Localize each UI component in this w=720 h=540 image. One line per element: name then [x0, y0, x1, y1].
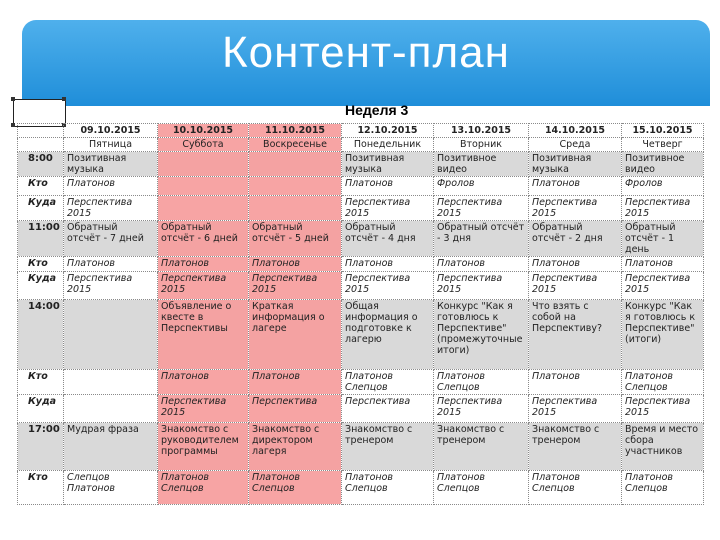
- who-label[interactable]: Кто: [18, 370, 64, 395]
- date-cell[interactable]: 13.10.2015: [434, 124, 529, 138]
- date-cell[interactable]: 14.10.2015: [529, 124, 622, 138]
- who-label[interactable]: Кто: [18, 177, 64, 196]
- plan-cell[interactable]: Платонов: [158, 257, 249, 272]
- plan-cell[interactable]: Перспектива 2015: [434, 272, 529, 300]
- day-cell[interactable]: Понедельник: [342, 138, 434, 152]
- plan-cell[interactable]: Платонов Слепцов: [434, 471, 529, 505]
- plan-cell[interactable]: Платонов: [158, 370, 249, 395]
- plan-cell[interactable]: Фролов: [434, 177, 529, 196]
- plan-cell[interactable]: Платонов Слепцов: [622, 370, 704, 395]
- plan-cell[interactable]: Перспектива 2015: [622, 395, 704, 423]
- where-label[interactable]: Куда: [18, 196, 64, 221]
- plan-cell[interactable]: Платонов: [434, 257, 529, 272]
- plan-cell[interactable]: Перспектива 2015: [529, 196, 622, 221]
- who-label[interactable]: Кто: [18, 257, 64, 272]
- who-label[interactable]: Кто: [18, 471, 64, 505]
- day-cell[interactable]: Суббота: [158, 138, 249, 152]
- plan-cell[interactable]: Знакомство с тренером: [342, 423, 434, 471]
- plan-cell[interactable]: Платонов Слепцов: [342, 471, 434, 505]
- plan-cell[interactable]: Позитивное видео: [622, 152, 704, 177]
- plan-cell[interactable]: Платонов Слепцов: [249, 471, 342, 505]
- plan-cell[interactable]: [64, 395, 158, 423]
- plan-row: [18, 257, 704, 272]
- plan-cell[interactable]: Обратный отсчёт - 1 день: [622, 221, 704, 257]
- plan-cell[interactable]: Обратный отсчёт - 3 дня: [434, 221, 529, 257]
- date-cell[interactable]: 10.10.2015: [158, 124, 249, 138]
- day-cell[interactable]: Воскресенье: [249, 138, 342, 152]
- plan-row: [18, 177, 704, 196]
- plan-cell[interactable]: Позитивное видео: [434, 152, 529, 177]
- plan-row: [18, 471, 704, 505]
- plan-cell[interactable]: [249, 152, 342, 177]
- plan-cell[interactable]: Обратный отсчёт - 5 дней: [249, 221, 342, 257]
- day-cell[interactable]: Вторник: [434, 138, 529, 152]
- plan-cell[interactable]: [64, 370, 158, 395]
- plan-row: [18, 196, 704, 221]
- plan-cell[interactable]: Конкурс "Как я готовлюсь к Перспективе" (промежуточные итоги): [434, 300, 529, 370]
- plan-cell[interactable]: Мудрая фраза: [64, 423, 158, 471]
- plan-cell[interactable]: Обратный отсчёт - 7 дней: [64, 221, 158, 257]
- time-slot-label[interactable]: 11:00: [18, 221, 64, 257]
- plan-cell[interactable]: [158, 177, 249, 196]
- plan-cell[interactable]: Знакомство с тренером: [529, 423, 622, 471]
- plan-cell[interactable]: Перспектива 2015: [64, 196, 158, 221]
- plan-cell[interactable]: Платонов: [249, 257, 342, 272]
- plan-cell[interactable]: Что взять с собой на Перспективу?: [529, 300, 622, 370]
- plan-cell[interactable]: Платонов: [342, 177, 434, 196]
- plan-cell[interactable]: Объявление о квесте в Перспективы: [158, 300, 249, 370]
- plan-cell[interactable]: Платонов Слепцов: [158, 471, 249, 505]
- plan-cell[interactable]: Платонов: [622, 257, 704, 272]
- plan-cell[interactable]: Фролов: [622, 177, 704, 196]
- plan-cell[interactable]: Перспектива 2015: [342, 272, 434, 300]
- plan-cell[interactable]: Платонов: [64, 177, 158, 196]
- time-slot-label[interactable]: 17:00: [18, 423, 64, 471]
- plan-cell[interactable]: Перспектива 2015: [158, 395, 249, 423]
- plan-cell[interactable]: [64, 300, 158, 370]
- date-cell[interactable]: 11.10.2015: [249, 124, 342, 138]
- title-band: [22, 20, 710, 106]
- where-label[interactable]: Куда: [18, 395, 64, 423]
- selection-handle[interactable]: [62, 97, 66, 101]
- date-cell[interactable]: 15.10.2015: [622, 124, 704, 138]
- day-cell[interactable]: Среда: [529, 138, 622, 152]
- plan-cell[interactable]: Позитивная музыка: [64, 152, 158, 177]
- content-plan-table: [17, 123, 704, 505]
- plan-cell[interactable]: Время и место сбора участников: [622, 423, 704, 471]
- plan-row: [18, 272, 704, 300]
- plan-cell[interactable]: Знакомство с директором лагеря: [249, 423, 342, 471]
- week-title: Неделя 3: [345, 102, 409, 118]
- plan-cell[interactable]: Платонов Слепцов: [622, 471, 704, 505]
- plan-cell[interactable]: Платонов: [249, 370, 342, 395]
- where-label[interactable]: Куда: [18, 272, 64, 300]
- selection-handle[interactable]: [11, 97, 15, 101]
- plan-cell[interactable]: Платонов: [529, 177, 622, 196]
- corner-cell[interactable]: [18, 124, 64, 138]
- plan-cell[interactable]: Слепцов Платонов: [64, 471, 158, 505]
- plan-cell[interactable]: Перспектива: [342, 395, 434, 423]
- plan-cell[interactable]: Платонов: [529, 257, 622, 272]
- plan-row: [18, 423, 704, 471]
- plan-cell[interactable]: Платонов: [529, 370, 622, 395]
- plan-cell[interactable]: Платонов Слепцов: [529, 471, 622, 505]
- plan-cell[interactable]: Перспектива: [249, 395, 342, 423]
- plan-cell[interactable]: Знакомство с руководителем программы: [158, 423, 249, 471]
- time-slot-label[interactable]: 14:00: [18, 300, 64, 370]
- plan-cell[interactable]: Знакомство с тренером: [434, 423, 529, 471]
- plan-cell[interactable]: Перспектива 2015: [434, 395, 529, 423]
- selection-handle[interactable]: [11, 123, 15, 127]
- plan-cell[interactable]: Перспектива 2015: [622, 272, 704, 300]
- plan-cell[interactable]: Платонов: [342, 257, 434, 272]
- plan-cell[interactable]: Перспектива 2015: [64, 272, 158, 300]
- plan-cell[interactable]: [158, 196, 249, 221]
- plan-cell[interactable]: [158, 152, 249, 177]
- date-row: [18, 124, 704, 138]
- plan-cell[interactable]: Перспектива 2015: [249, 272, 342, 300]
- plan-row: [18, 300, 704, 370]
- date-cell[interactable]: 09.10.2015: [64, 124, 158, 138]
- plan-cell[interactable]: Платонов: [64, 257, 158, 272]
- plan-cell[interactable]: Позитивная музыка: [342, 152, 434, 177]
- plan-cell[interactable]: Перспектива 2015: [158, 272, 249, 300]
- plan-row: [18, 370, 704, 395]
- plan-cell[interactable]: Общая информация о подготовке к лагерю: [342, 300, 434, 370]
- plan-cell[interactable]: Перспектива 2015: [622, 196, 704, 221]
- plan-cell[interactable]: [249, 177, 342, 196]
- day-row: [18, 138, 704, 152]
- plan-cell[interactable]: Обратный отсчёт - 4 дня: [342, 221, 434, 257]
- plan-row: [18, 152, 704, 177]
- plan-cell[interactable]: Платонов Слепцов: [434, 370, 529, 395]
- plan-cell[interactable]: Краткая информация о лагере: [249, 300, 342, 370]
- plan-cell[interactable]: Перспектива 2015: [342, 196, 434, 221]
- plan-cell[interactable]: [249, 196, 342, 221]
- plan-cell[interactable]: Перспектива 2015: [434, 196, 529, 221]
- day-cell[interactable]: Пятница: [64, 138, 158, 152]
- time-slot-label[interactable]: 8:00: [18, 152, 64, 177]
- date-cell[interactable]: 12.10.2015: [342, 124, 434, 138]
- plan-cell[interactable]: Платонов Слепцов: [342, 370, 434, 395]
- plan-cell[interactable]: Конкурс "Как я готовлюсь к Перспективе" (итоги): [622, 300, 704, 370]
- plan-cell[interactable]: Обратный отсчёт - 2 дня: [529, 221, 622, 257]
- day-cell[interactable]: Четверг: [622, 138, 704, 152]
- plan-cell[interactable]: Обратный отсчёт - 6 дней: [158, 221, 249, 257]
- plan-cell[interactable]: Перспектива 2015: [529, 272, 622, 300]
- plan-cell[interactable]: Позитивная музыка: [529, 152, 622, 177]
- corner-cell[interactable]: [18, 138, 64, 152]
- plan-row: [18, 221, 704, 257]
- slide-title: Контент-план: [222, 28, 510, 77]
- plan-cell[interactable]: Перспектива 2015: [529, 395, 622, 423]
- plan-row: [18, 395, 704, 423]
